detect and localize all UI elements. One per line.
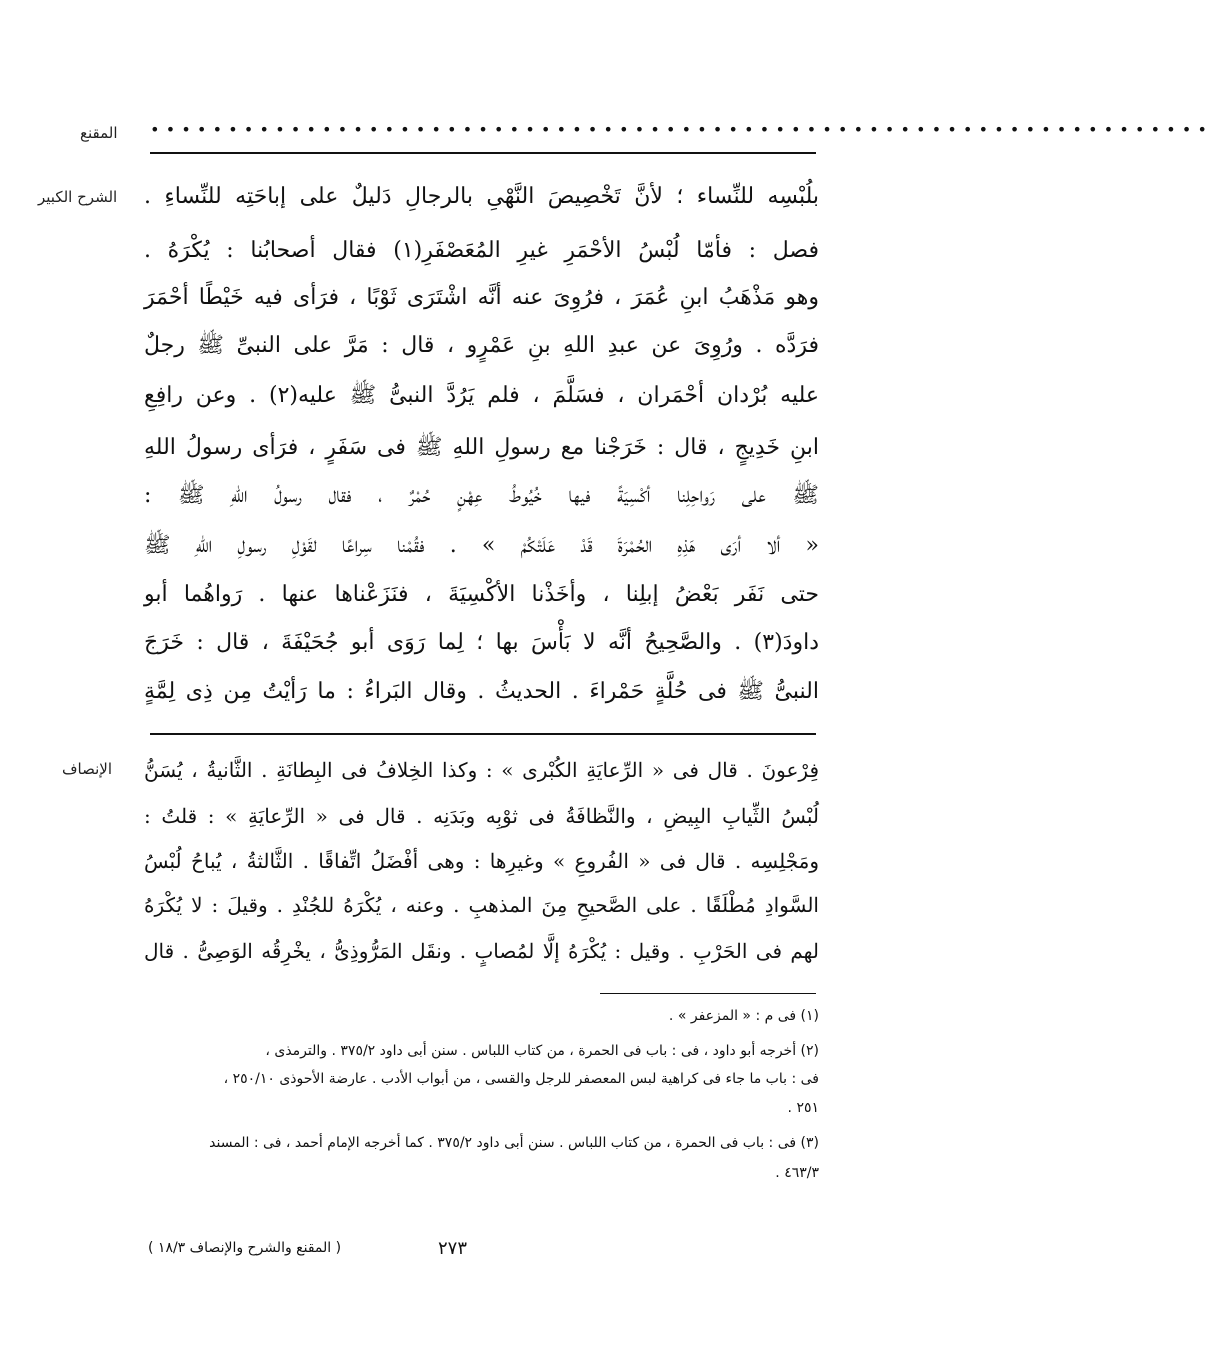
footnote-rule <box>600 993 816 994</box>
sharh-line: فرَدَّه . ورُوِىَ عن عبدِ اللهِ بنِ عَمْرٍو ، قال : مَرَّ على النبىِّ ﷺ رجلٌ <box>144 333 819 358</box>
sharh-line: ﷺ على رَواحِلِنا أكْسِيَةً فيها خُيُوطُ عِهْنٍ حُمْرٌ ، فقال رسولُ اللهِ ﷺ : <box>144 483 819 508</box>
sharh-line: حتى نَفَر بَعْضُ إبلِنا ، وأخَذْنا الأكْسِيَةَ ، فنَزَعْناها عنها . رَواهُما أبو <box>144 582 819 607</box>
footnote-line: (٢) أخرجه أبو داود ، فى : باب فى الحمرة ، من كتاب اللباس . سنن أبى داود ٣٧٥/٢ . والترمذى ، <box>265 1043 819 1059</box>
insaf-line: لهم فى الحَرْبِ . وقيل : يُكْرَهُ إلَّا لمُصابٍ . ونقَل المَرُّوذِىُّ ، يخْرِقُه الوَصِىُّ . قال <box>144 939 819 963</box>
insaf-line: السَّوادِ مُطْلَقًا . على الصَّحيحِ مِنَ المذهبِ . وعنه ، يُكْرَهُ للجُنْدِ . وقيلَ : لا يُكْرَهُ <box>144 893 819 917</box>
header-dotted-rule: •••••••••••••••••••••••••••••••••••••••••••••••••••••••••••••••••••• <box>150 120 1213 139</box>
volume-reference: ( المقنع والشرح والإنصاف ١٨/٣ ) <box>148 1240 342 1256</box>
insaf-line: فِرْعونَ . قال فى « الرِّعايَةِ الكُبْرى » : وكذا الخِلافُ فى البِطانَةِ . الثَّانيةُ ، يُسَنُّ <box>144 758 819 782</box>
sharh-line: عليه بُرْدان أحْمَران ، فسَلَّمَ ، فلم يَرُدَّ النبىُّ ﷺ عليه(٢) . وعن رافِعِ <box>144 383 819 408</box>
header-rule <box>150 152 816 154</box>
sharh-line: فصل : فأمّا لُبْسُ الأحْمَرِ غيرِ المُعَصْفَرِ(١) فقال أصحابُنا : يُكْرَهُ . <box>144 238 820 263</box>
sharh-line: وهو مَذْهَبُ ابنِ عُمَرَ ، فرُوِىَ عنه أنَّه اشْتَرَى ثَوْبًا ، فرَأى فيه خَيْطًا أحْمَرَ <box>144 285 819 310</box>
sharh-line: « ألا أرَى هَذِهِ الحُمْرَةَ قَدْ عَلَتْكُمْ » . فقُمْنا سِراعًا لقَوْلِ رسولِ اللهِ ﷺ <box>144 533 819 558</box>
page-number: ٢٧٣ <box>438 1238 468 1259</box>
footnote-line: (٣) فى : باب فى الحمرة ، من كتاب اللباس . سنن أبى داود ٣٧٥/٢ . كما أخرجه الإمام أحمد ، فى : المسند <box>209 1135 819 1151</box>
footnote-line: (١) فى م : « المزعفر » . <box>668 1008 819 1024</box>
book-title: المقنع <box>80 124 118 142</box>
footnote-line: ٤٦٣/٣ . <box>775 1165 819 1181</box>
insaf-line: لُبْسُ الثِّيابِ البِيضِ ، والنَّظافَةُ فى ثوْبِه وبَدَنِه . قال فى « الرِّعايَةِ » : قلتُ : <box>144 804 819 828</box>
insaf-label: الإنصاف <box>62 760 113 778</box>
footnote-line: فى : باب ما جاء فى كراهية لبس المعصفر للرجل والقسى ، من أبواب الأدب . عارضة الأحوذى ٢٥٠/١٠ ، <box>223 1071 819 1087</box>
sharh-line: بلُبْسِه للنِّساء ؛ لأنَّ تَخْصِيصَ النَّهْىِ بالرجالِ دَليلٌ على إباحَتِه للنِّساءِ . <box>144 184 819 209</box>
footnote-line: ٢٥١ . <box>787 1100 819 1116</box>
insaf-line: ومَجْلِسِه . قال فى « الفُروعِ » وغيرِها : وهى أفْضَلُ اتِّفاقًا . الثَّالثةُ ، يُباحُ لُبْسُ <box>144 849 819 873</box>
sharh-label: الشرح الكبير <box>38 188 118 206</box>
section-divider <box>150 733 816 735</box>
sharh-line: داودَ(٣) . والصَّحِيحُ أنَّه لا بَأْسَ بها ؛ لِما رَوَى أبو جُحَيْفَةَ ، قال : خَرَجَ <box>144 630 819 655</box>
sharh-line: ابنِ خَدِيجٍ ، قال : خَرَجْنا مع رسولِ اللهِ ﷺ فى سَفَرٍ ، فرَأى رسولُ اللهِ <box>144 435 819 460</box>
sharh-line: النبىُّ ﷺ فى حُلَّةٍ حَمْراءَ . الحديثُ . وقال البَراءُ : ما رَأيْتُ مِن ذِى لِمَّةٍ <box>144 679 819 704</box>
